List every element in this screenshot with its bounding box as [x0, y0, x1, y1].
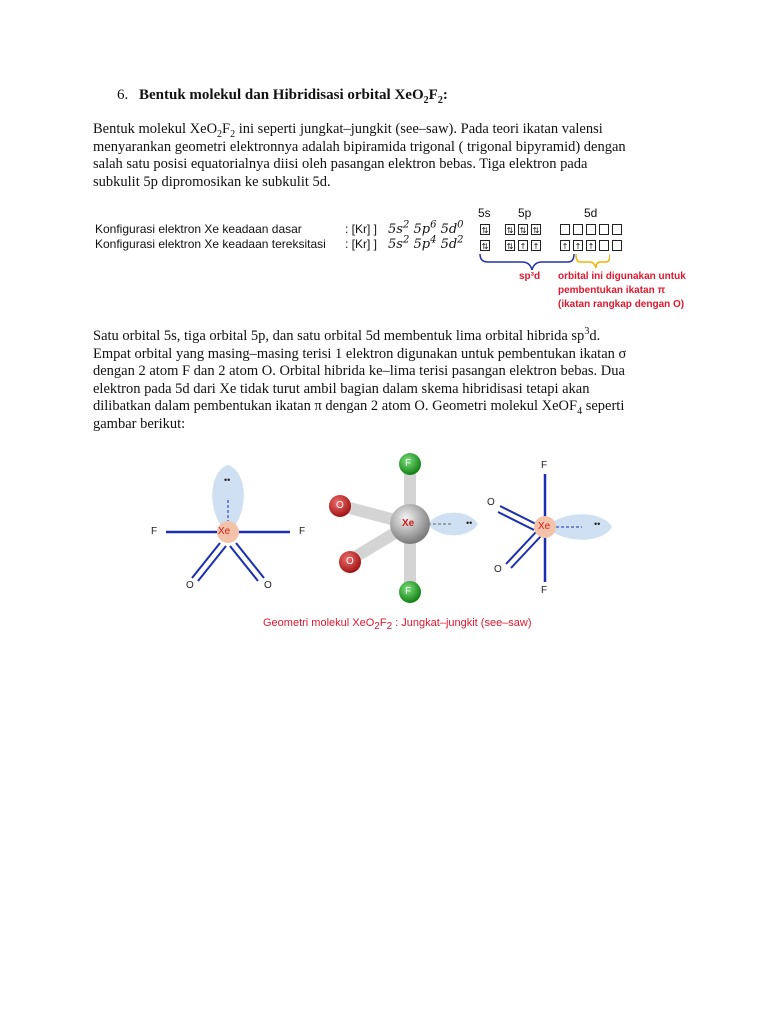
orbital-box: ⇅ — [519, 226, 527, 235]
lone-pair-dots: •• — [224, 475, 231, 485]
xe-o-double-bond — [236, 543, 264, 578]
paragraph-line: Bentuk molekul $XeO_2F_2$ ini seperti jungkat–jungkit (see–saw). Pada teori ikatan valensi — [93, 121, 603, 140]
paragraph-line: menyarankan geometri elektronnya adalah bipiramida trigonal ( trigonal bipyramid) dengan — [93, 138, 626, 155]
f-label-top: F — [541, 460, 548, 471]
paragraph-line: dengan 2 atom F dan 2 atom O. Orbital hibrida ke–lima terisi pasangan elektron bebas. Dua — [93, 363, 625, 379]
o-label-right: O — [264, 580, 272, 591]
pi-brace — [576, 254, 610, 268]
orbital-box — [599, 224, 609, 235]
paragraph-line: Satu orbital 5s, tiga orbital 5p, dan satu orbital 5d membentuk lima orbital hibrida $sp^3d$. — [93, 326, 601, 344]
f-label-left: F — [151, 526, 158, 537]
f-label-ball-bottom: F — [405, 586, 412, 597]
orbital-box: ↑ — [587, 242, 595, 251]
o-label-upper: O — [487, 497, 495, 508]
orbital-box — [560, 224, 570, 235]
config-terms-ground: $5s^2$ $5p^6$ $5d^0$ — [388, 219, 464, 237]
xe-o-double-bond — [192, 543, 220, 578]
orbital-box — [612, 224, 622, 235]
lone-pair-dots: •• — [466, 518, 473, 528]
orbital-header-5d: 5d — [584, 206, 598, 220]
orbital-box: ↑ — [574, 242, 582, 251]
orbital-header-5p: 5p — [518, 206, 532, 220]
config-row-excited — [95, 234, 464, 252]
paragraph-line: elektron pada 5d dari Xe tidak turut ambil bagian dalam skema hibridisasi tetapi akan — [93, 380, 590, 397]
config-core: : [Kr] ] — [345, 222, 378, 236]
lone-pair-dots: •• — [594, 519, 601, 529]
section-number: 6. — [117, 87, 129, 103]
orbital-box — [612, 240, 622, 251]
f-label-ball-top: F — [405, 458, 412, 469]
f-label-bottom: F — [541, 585, 548, 596]
xe-o-double-bond — [230, 546, 258, 581]
orbital-header-5s: 5s — [478, 206, 491, 220]
pi-bond-note: orbital ini digunakan untuk pembentukan ikatan π (ikatan rangkap dengan O) — [558, 271, 686, 310]
orbital-box: ⇅ — [506, 242, 514, 251]
orbital-box: ⇅ — [481, 242, 489, 251]
paragraph-hybridization — [93, 328, 693, 433]
orbital-box: ↑ — [561, 242, 569, 251]
o-label-ball-upper: O — [336, 500, 344, 511]
sp3d-label: sp³d — [519, 271, 541, 282]
xe-o-double-bond — [511, 536, 541, 568]
orbital-box — [586, 224, 596, 235]
figure-caption: Geometri molekul $XeO_2F_2$ : Jungkat–jungkit (see–saw) — [263, 617, 532, 633]
orbital-box: ⇅ — [532, 226, 540, 235]
section-heading — [117, 87, 448, 104]
config-label-excited: Konfigurasi elektron Xe keadaan tereksitasi — [95, 237, 326, 251]
xe-label: Xe — [218, 526, 231, 537]
paragraph-line: gambar berikut: — [93, 415, 186, 432]
o-label-lower: O — [494, 564, 502, 575]
f-label-right: F — [299, 526, 306, 537]
paragraph-line: Empat orbital yang masing–masing terisi 1 elektron digunakan untuk pembentukan ikatan σ — [93, 345, 627, 362]
section-title: Bentuk molekul dan Hibridisasi orbital $XeO_2F_2$: — [139, 87, 448, 106]
paragraph-intro — [93, 121, 693, 191]
xe-o-double-bond — [506, 532, 536, 564]
config-core: : [Kr] ] — [345, 237, 378, 251]
orbital-box: ⇅ — [481, 226, 489, 235]
paragraph-line: subkulit 5p dipromosikan ke subkulit 5d. — [93, 173, 331, 190]
config-terms-excited: $5s^2$ $5p^4$ $5d^2$ — [388, 234, 464, 252]
orbital-box — [573, 224, 583, 235]
o-label-ball-lower: O — [346, 556, 354, 567]
o-label-left: O — [186, 580, 194, 591]
orbital-box: ↑ — [519, 242, 527, 251]
paragraph-line: salah satu posisi equatorialnya diisi oleh pasangan elektron bebas. Tiga elektron pada — [93, 156, 588, 172]
xe-label: Xe — [538, 521, 551, 532]
xe-label-ball: Xe — [402, 518, 415, 529]
config-row-ground — [95, 219, 464, 237]
molecule-diagram-2d-right — [484, 460, 624, 590]
xe-o-double-bond — [198, 546, 226, 581]
sp3d-brace — [480, 254, 574, 270]
orbital-box: ↑ — [532, 242, 540, 251]
paragraph-line: dilibatkan dalam pembentukan ikatan π dengan 2 atom O. Geometri molekul XeOF$_4$ seperti — [93, 398, 625, 417]
config-label-ground: Konfigurasi elektron Xe keadaan dasar — [95, 222, 302, 236]
orbital-box: ⇅ — [506, 226, 514, 235]
